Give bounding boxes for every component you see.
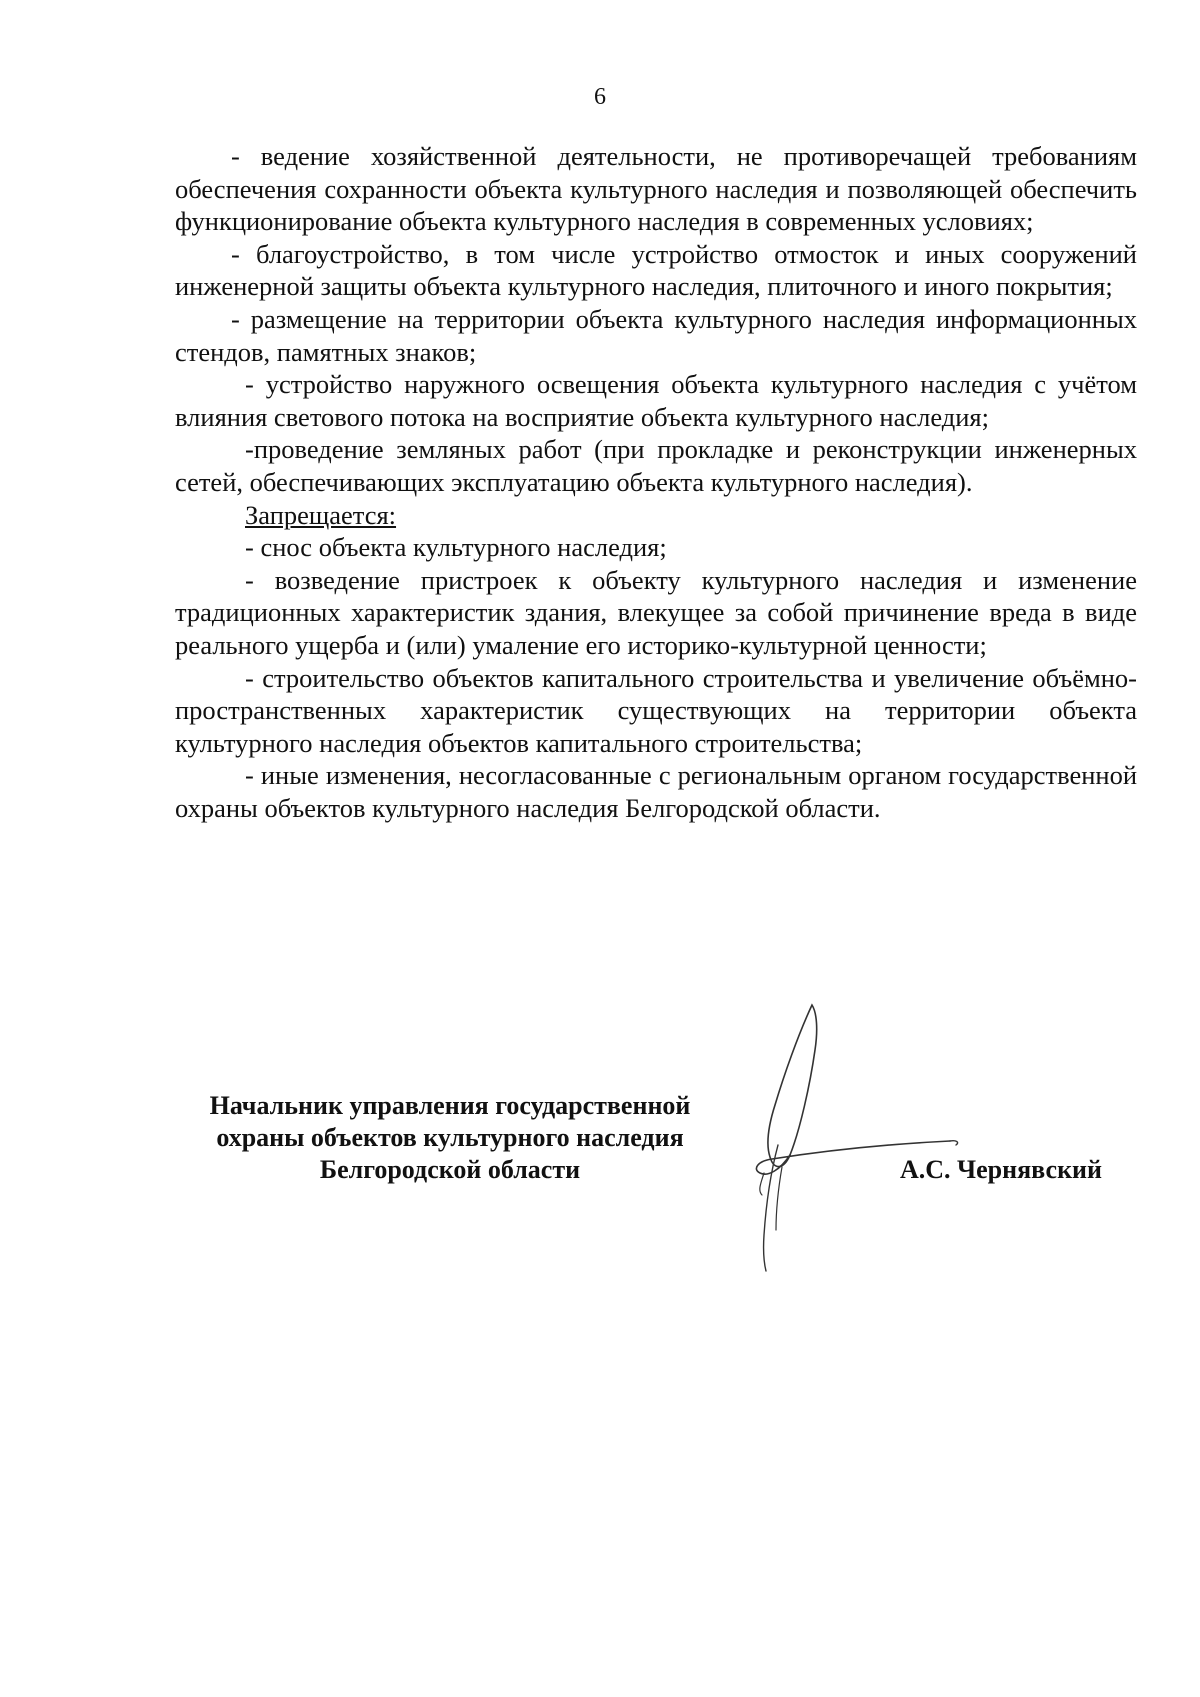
paragraph-outdoor-lighting: - устройство наружного освещения объекта культурного наследия с учётом влияния светового потока на восприятие объекта культурного наследия; bbox=[175, 369, 1137, 432]
paragraph-landscaping: - благоустройство, в том числе устройство отмосток и иных сооружений инженерной защиты объекта культурного наследия, плиточного и иного покрытия; bbox=[175, 238, 1137, 302]
page-number: 6 bbox=[594, 84, 606, 110]
prohibited-item-demolition: - снос объекта культурного наследия; bbox=[245, 532, 667, 563]
signatory-title-line: Начальник управления государственной bbox=[209, 1091, 691, 1120]
signatory-title-line: охраны объектов культурного наследия bbox=[216, 1123, 684, 1152]
handwritten-signature bbox=[720, 995, 980, 1275]
prohibited-heading: Запрещается: bbox=[245, 499, 397, 530]
paragraph-info-stands: - размещение на территории объекта культурного наследия информационных стендов, памятных знаков; bbox=[175, 303, 1137, 367]
signature-block bbox=[160, 1090, 1160, 1290]
signatory-title-line: Белгородской области bbox=[319, 1155, 581, 1184]
document-body bbox=[175, 140, 1137, 824]
prohibited-item-other-changes: - иные изменения, несогласованные с региональным органом государственной охраны объектов культурного наследия Белгородской области. bbox=[175, 760, 1137, 823]
signatory-title bbox=[160, 1090, 740, 1186]
paragraph-earthworks: -проведение земляных работ (при прокладке и реконструкции инженерных сетей, обеспечивающих эксплуатацию объекта культурного наследия). bbox=[175, 434, 1137, 497]
signatory-name: А.С. Чернявский bbox=[900, 1155, 1103, 1184]
prohibited-item-extensions: - возведение пристроек к объекту культурного наследия и изменение традиционных характеристик здания, влекущее за собой причинение вреда в виде реального ущерба и (или) умаление его историко-культурной ценности; bbox=[175, 564, 1137, 660]
paragraph-economic-activity: - ведение хозяйственной деятельности, не противоречащей требованиям обеспечения сохранности объекта культурного наследия и позволяющей обеспечить функционирование объекта культурного наследия в современных условиях; bbox=[175, 141, 1137, 237]
prohibited-item-construction: - строительство объектов капитального строительства и увеличение объёмно-пространственных характеристик существующих на территории объекта культурного наследия объектов капитального строительства; bbox=[175, 662, 1137, 758]
